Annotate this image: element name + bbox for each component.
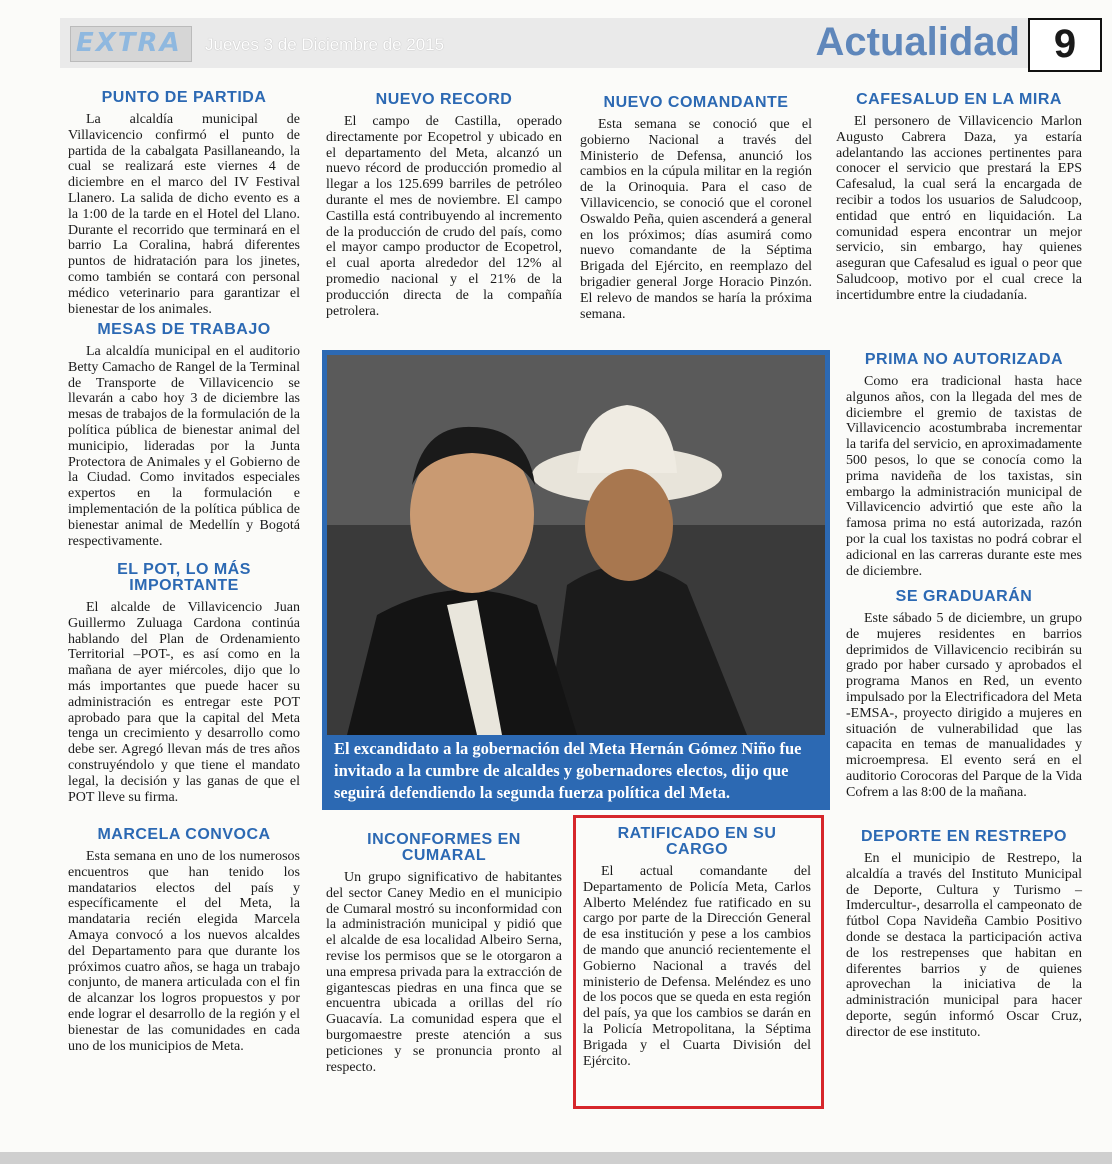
article-punto-de-partida — [68, 90, 300, 317]
article-ratificado-en-su-cargo — [583, 826, 811, 1069]
article-marcela-convoca — [68, 827, 300, 1054]
article-headline: INCONFORMES EN CUMARAL — [367, 831, 521, 864]
article-se-graduaran — [846, 589, 1082, 801]
photo-image — [327, 355, 825, 735]
article-inconformes-en-cumaral — [326, 832, 562, 1075]
article-mesas-de-trabajo — [68, 322, 300, 549]
article-body: Esta semana en uno de los numerosos encuentros que han tenido los mandatarios electos del país y específicamente el del Meta, la mandataria recién elegida Marcela Amaya convocó a los nuevos alcaldes del Departamento para que durante los próximos cuatro años, se haga un trabajo conjunto, de manera articulada con el fin de alcanzar los logros propuestos y por ende lograr el desarrollo de la región y el bienestar de las comunidades en cada uno de los municipios de Meta. — [68, 849, 300, 1054]
photo-caption: El excandidato a la gobernación del Meta Hernán Gómez Niño fue invitado a la cumbre de alcaldes y gobernadores electos, dijo que seguirá defendiendo la segunda fuerza política del Meta. — [334, 739, 802, 802]
article-cafesalud-en-la-mira — [836, 92, 1082, 304]
article-body: Un grupo significativo de habitantes del sector Caney Medio en el municipio de Cumaral mostró su inconformidad con la administración municipal y pidió que el alcalde de esa localidad Albeiro Serna, revise los permisos que se le otorgaron a una empresa privada para la extracción de gigantescas piedras en una finca que se encuentra ubicada a orillas del río Guacavía. La comunidad espera que el burgomaestre preste atención a sus peticiones y se pronuncia pronto al respecto. — [326, 870, 562, 1075]
article-body: Este sábado 5 de diciembre, un grupo de mujeres residentes en barrios deprimidos de Villavicencio recibirán su grado por haber cursado y aprobados el programa Manos en Red, un evento impulsado por la Electrificadora del Meta -EMSA-, proyecto dirigido a mujeres en situación de vulnerabilidad que las capacita en temas de manualidades y microempresa. El evento será en el auditorio Corocoras del Parque de la Vida Cofrem a las 8:00 de la mañana. — [846, 611, 1082, 800]
newspaper-logo: EXTRA — [76, 28, 182, 58]
article-prima-no-autorizada — [846, 352, 1082, 579]
news-photo — [322, 350, 830, 810]
article-headline: CAFESALUD EN LA MIRA — [856, 91, 1062, 108]
article-nuevo-record — [326, 92, 562, 319]
article-headline: RATIFICADO EN SU CARGO — [617, 825, 777, 858]
article-headline: MESAS DE TRABAJO — [97, 321, 271, 338]
article-headline: PRIMA NO AUTORIZADA — [864, 351, 1064, 368]
article-headline: PUNTO DE PARTIDA — [101, 89, 267, 106]
article-headline: NUEVO COMANDANTE — [603, 94, 789, 111]
article-body: La alcaldía municipal en el auditorio Betty Camacho de Rangel de la Terminal de Transporte de Villavicencio se llevarán a cabo hoy 3 de diciembre las mesas de trabajos de la formulación de la política pública de bienestar animal del municipio, lideradas por la Junta Protectora de Animales y el Gobierno de la Ciudad. Como invitados especiales expertos en la formulación e implementación de la política pública de bienestar animal de Medellín y Bogotá respectivamente. — [68, 344, 300, 549]
article-body: El campo de Castilla, operado directamente por Ecopetrol y ubicado en el departamento del Meta, alcanzó un nuevo récord de producción promedio al llegar a los 125.699 barriles de petróleo durante el mes de noviembre. El campo Castilla está contribuyendo al incremento de la producción de crudo del país, como el mayor campo productor de Ecopetrol, el cual aporta alrededor del 12% al promedio nacional y el 21% de la producción directa de la compañía petrolera. — [326, 114, 562, 319]
page-header — [60, 18, 1102, 68]
article-body: La alcaldía municipal de Villavicencio confirmó el punto de partida de la cabalgata Pasillaneando, la cual se realizará este viernes 4 de diciembre en el marco del IV Festival Llanero. La salida de dicho evento es a la 1:00 de la tarde en el Hotel del Llano. Durante el recorrido que terminará en el barrio La Coralina, habrá diferentes puntos de hidratación para los jinetes, como también se contará con personal médico veterinario para garantizar el bienestar de los animales. — [68, 112, 300, 317]
page-number: 9 — [1028, 18, 1102, 72]
article-headline: NUEVO RECORD — [375, 91, 513, 108]
article-body: El actual comandante del Departamento de Policía Meta, Carlos Alberto Meléndez fue ratificado en su cargo por parte de la Dirección General de esa institución y pese a los cambios de mando que anunció recientemente el Gobierno Nacional a través del ministerio de Defensa. Meléndez es uno de los pocos que se queda en esta región del país, ya que los cambios se darán en la Policía Metropolitana, la Séptima Brigada y el Cuarta División del Ejército. — [583, 864, 811, 1069]
article-headline: SE GRADUARÁN — [895, 588, 1033, 605]
article-body: Esta semana se conoció que el gobierno Nacional a través del Ministerio de Defensa, anunció los cambios en la cúpula militar en la región de la Orinoquia. Para el caso de Villavicencio, se conoció que el coronel Oswaldo Peña, quien ascenderá a general en los próximos; días asumirá como nuevo comandante de la Séptima Brigada del Ejército, en reemplazo del brigadier general Jorge Horacio Pinzón. El relevo de mandos se haría la próxima semana. — [580, 117, 812, 322]
article-body: El alcalde de Villavicencio Juan Guillermo Zuluaga Cardona continúa hablando del Plan de Ordenamiento Territorial –POT-, es así como en la mañana de ayer miércoles, dijo que lo más importantes que puede hacer su administración es entregar este POT aprobado para que la capital del Meta tenga un crecimiento y desarrollo como debe ser. Agregó llevan más de tres años construyéndolo y que tiene el mandato legal, la decisión y las ganas de que el POT lleve su firma. — [68, 600, 300, 805]
article-body: Como era tradicional hasta hace algunos años, con la llegada del mes de diciembre el gremio de taxistas de Villavicencio acostumbraba incrementar la tarifa del servicio, en aproximadamente 500 pesos, lo que se conocía como la prima navideña de los taxistas, sin embargo la administración municipal de Villavicencio advirtió que este año la famosa prima no está autorizada, razón por la cual los taxistas no podrá cobrar el adicional en las carreras durante este mes de diciembre. — [846, 374, 1082, 579]
page-bottom-edge — [0, 1152, 1112, 1164]
article-headline: MARCELA CONVOCA — [97, 826, 271, 843]
photo-illustration — [327, 355, 825, 735]
article-body: El personero de Villavicencio Marlon Augusto Cabrera Daza, ya estaría adelantando las acciones pertinentes para conocer el servicio que prestará la EPS Cafesalud, la cual será la encargada de recibir a todos los usuarios de Saludcoop, entidad que entró en liquidación. La comunidad espera encontrar un mejor servicio, sin embargo, hay quienes aseguran que Cafesalud es igual o peor que Saludcoop, motivo por el cual crece la incertidumbre entre la ciudadanía. — [836, 114, 1082, 303]
article-headline: EL POT, LO MÁS IMPORTANTE — [117, 561, 251, 594]
article-body: En el municipio de Restrepo, la alcaldía a través del Instituto Municipal de Deporte, Cultura y Turismo –Imdercultur-, desarrolla el campeonato de fútbol Copa Navideña Cambio Positivo donde se destaca la participación activa de los restrepenses que habitan en diferentes barrios y de quienes aprovechan la iniciativa de la administración municipal para hacer deporte, según informó Oscar Cruz, director de ese instituto. — [846, 851, 1082, 1040]
article-nuevo-comandante — [580, 95, 812, 322]
article-headline: DEPORTE EN RESTREPO — [861, 828, 1067, 845]
article-deporte-en-restrepo — [846, 829, 1082, 1041]
section-title: Actualidad — [815, 20, 1020, 64]
issue-date: Jueves 3 de Diciembre de 2015 — [205, 35, 445, 54]
article-el-pot — [68, 562, 300, 805]
